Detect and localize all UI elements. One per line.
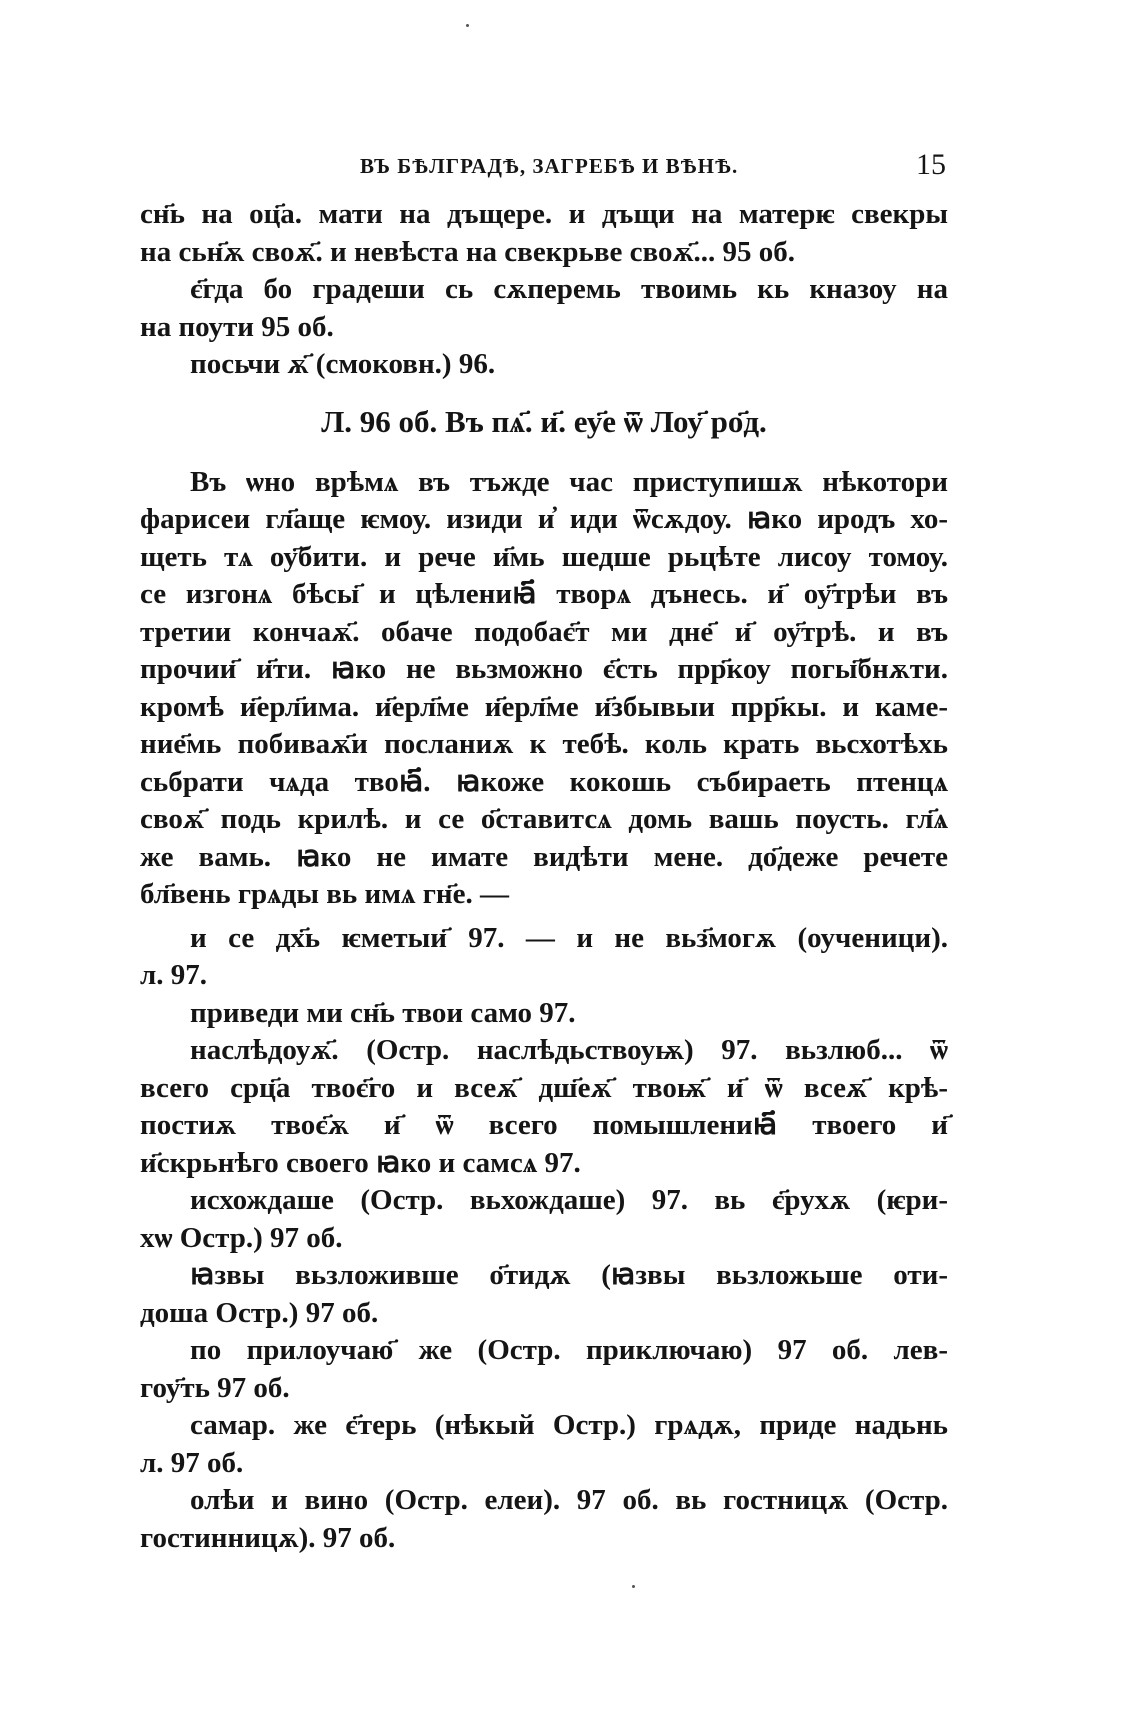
text-line: на сьн҃ѫ своѫ҃. и невѣста на свекрьве своѫ҃... 95 об.: [140, 235, 796, 268]
section-heading: Л. 96 об. Въ пѧ҃. и҃. еу҃е ѿ Лоу҃ ро҃д.: [321, 403, 767, 439]
paragraph-line: сьбрати чѧда твоꙗ҃. ꙗкоже кокошь събираеть птенцѧ: [140, 765, 948, 798]
print-speck: [632, 1585, 635, 1588]
page-text: [140, 196, 948, 1557]
note-line: приведи ми сн҃ь твои само 97.: [190, 996, 576, 1029]
note-line: гоу҃ть 97 об.: [140, 1371, 290, 1404]
note-line: хѡ Остр.) 97 об.: [140, 1221, 343, 1254]
paragraph-line: своѫ҃ подь крилѣ. и се о҃ставитсѧ домь вашь поусть. гл҃ѧ: [140, 803, 948, 835]
note-line: ꙗзвы вьзложивше о҃тидѫ (ꙗзвы вьзложьше оти-: [190, 1259, 948, 1291]
note-line: л. 97 об.: [140, 1446, 244, 1479]
paragraph-line: кромѣ и҃ерл҃има. и҃ерл҃ме и҃ерл҃ме и҃збывыи прр҃кы. и каме-: [140, 690, 948, 723]
note-line: л. 97.: [140, 959, 208, 991]
paragraph-line: прочии҃ и҃ти. ꙗко не вьзможно є҃сть прр҃коу погы҃бнѫти.: [140, 653, 948, 685]
paragraph-line: се изгонѧ бѣсы҃ и цѣлениꙗ҃ творѧ дънесь. и҃ оу҃трѣи въ: [140, 578, 948, 610]
paragraph-line: ние҃мь побиваѫ҃и посланиѫ к тебѣ. коль крать вьсхотѣхь: [140, 728, 948, 760]
paragraph-line: бл҃вень грѧды вь имѧ гн҃е. —: [140, 878, 509, 910]
print-speck: [466, 24, 469, 27]
text-line: є҃гда бо градеши сь сѫперемь твоимь кь кназоу на: [190, 273, 948, 305]
note-line: и҃скрьнѣго своего ꙗко и самсѧ 97.: [140, 1146, 581, 1179]
note-line: постиѫ твоє҃ѫ и҃ ѿ всего помышлениꙗ҃ твоего и҃: [140, 1109, 948, 1141]
note-line: гостинницѫ). 97 об.: [140, 1521, 396, 1554]
text-line: на поути 95 об.: [140, 310, 334, 343]
note-line: наслѣдоуѫ҃. (Остр. наслѣдьствоуѭ) 97. вьзлюб... ѿ: [190, 1034, 948, 1066]
note-line: самар. же є҃терь (нѣкый Остр.) грѧдѫ, приде надьнь: [190, 1409, 948, 1441]
paragraph-line: щеть тѧ оу҃бити. и рече и҃мь шедше рьцѣте лисоу томоу.: [140, 540, 948, 573]
paragraph-line: же вамь. ꙗко не имате видѣти мене. до҃деже речете: [140, 840, 948, 873]
note-line: олѣи и вино (Остр. елеи). 97 об. вь гостницѫ (Остр.: [190, 1484, 948, 1516]
running-head: [140, 148, 946, 188]
text-line: сн҃ь на оц҃а. мати на дъщере. и дъщи на матерѥ свекры: [140, 198, 948, 230]
running-title: ВЪ БѢЛГРАДѢ, ЗАГРЕБѢ И ВѢНѢ.: [360, 154, 739, 178]
note-line: доша Остр.) 97 об.: [140, 1296, 379, 1329]
note-line: и се дх҃ь ѥметыи҃ 97. — и не вьз҃могѫ (оученици).: [190, 921, 948, 954]
paragraph-line: Въ ѡно врѣмѧ въ тъжде час приступишѫ нѣкотори: [190, 465, 948, 498]
note-line: исхождаше (Остр. вьхождаше) 97. вь є҃рухѫ (ѥри-: [190, 1184, 948, 1216]
paragraph-line: третии кончаѫ҃. обаче подобає҃т ми дне҃ и҃ оу҃трѣ. и въ: [140, 615, 948, 648]
paragraph-line: фарисеи гл҃аще ѥмоу. изиди и҆ иди ѿсѫдоу. ꙗко иродъ хо-: [140, 503, 948, 535]
note-line: по прилоучаю҃ же (Остр. приключаю) 97 об. лев-: [190, 1334, 948, 1366]
note-line: всего срц҃а твоє҃го и всеѫ҃ дш҃еѫ҃ твоѭ҃ и҃ ѿ всеѫ҃ крѣ-: [140, 1071, 948, 1104]
page-number: 15: [916, 148, 946, 181]
text-line: посьчи ѫ҃ (смоковн.) 96.: [190, 348, 496, 380]
